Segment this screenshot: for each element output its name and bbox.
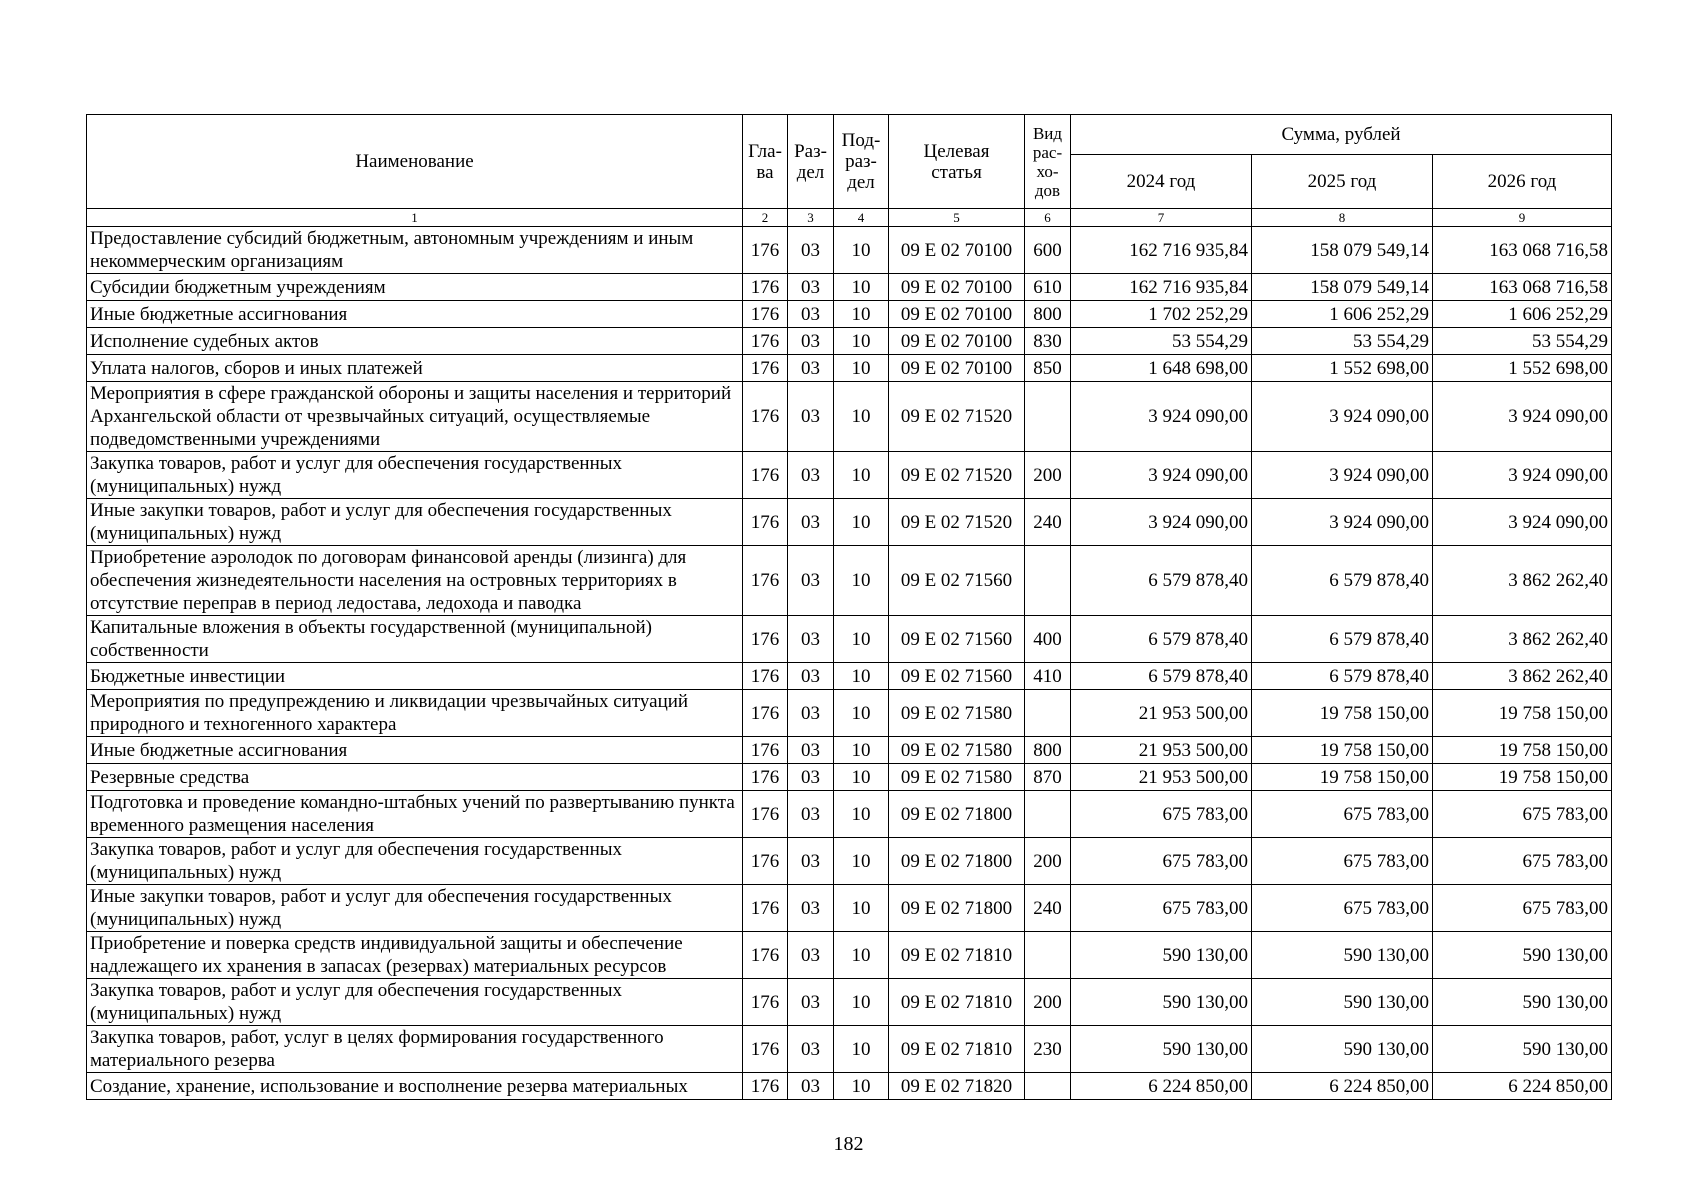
- row-sum-2026: 590 130,00: [1433, 979, 1612, 1026]
- table-row: [87, 932, 1612, 979]
- row-sum-2025: 1 606 252,29: [1252, 301, 1433, 328]
- row-vid-rashodov: [1025, 932, 1071, 979]
- row-name: Иные закупки товаров, работ и услуг для обеспечения государственных (муниципальных) нужд: [87, 885, 743, 932]
- row-cel-statya: 09 Е 02 71810: [889, 979, 1025, 1026]
- row-podrazdel: 10: [834, 663, 889, 690]
- row-sum-2024: 21 953 500,00: [1071, 764, 1252, 791]
- row-vid-rashodov: [1025, 546, 1071, 616]
- column-index: 5: [889, 209, 1025, 227]
- row-sum-2026: 3 924 090,00: [1433, 452, 1612, 499]
- row-sum-2026: 675 783,00: [1433, 791, 1612, 838]
- row-sum-2025: 6 579 878,40: [1252, 546, 1433, 616]
- row-sum-2025: 675 783,00: [1252, 791, 1433, 838]
- row-sum-2024: 6 579 878,40: [1071, 546, 1252, 616]
- column-index: 6: [1025, 209, 1071, 227]
- row-cel-statya: 09 Е 02 71520: [889, 452, 1025, 499]
- row-glava: 176: [743, 1073, 788, 1100]
- row-razdel: 03: [788, 764, 834, 791]
- row-sum-2026: 19 758 150,00: [1433, 690, 1612, 737]
- row-sum-2024: 53 554,29: [1071, 328, 1252, 355]
- column-index: 1: [87, 209, 743, 227]
- row-vid-rashodov: 240: [1025, 499, 1071, 546]
- row-sum-2024: 675 783,00: [1071, 838, 1252, 885]
- row-glava: 176: [743, 328, 788, 355]
- header-cel-statya: Целевая статья: [889, 115, 1025, 209]
- row-sum-2024: 6 579 878,40: [1071, 663, 1252, 690]
- row-sum-2026: 53 554,29: [1433, 328, 1612, 355]
- budget-table: [86, 114, 1612, 1100]
- row-razdel: 03: [788, 737, 834, 764]
- row-sum-2025: 590 130,00: [1252, 1026, 1433, 1073]
- column-index: 8: [1252, 209, 1433, 227]
- row-name: Мероприятия в сфере гражданской обороны и защиты населения и территорий Архангельской области от чрезвычайных ситуаций, осуществляемые подведомственными учреждениями: [87, 382, 743, 452]
- row-sum-2025: 6 224 850,00: [1252, 1073, 1433, 1100]
- row-sum-2025: 6 579 878,40: [1252, 616, 1433, 663]
- page-number: 182: [833, 1133, 864, 1155]
- row-cel-statya: 09 Е 02 70100: [889, 328, 1025, 355]
- row-name: Иные бюджетные ассигнования: [87, 737, 743, 764]
- row-sum-2024: 3 924 090,00: [1071, 382, 1252, 452]
- row-sum-2025: 1 552 698,00: [1252, 355, 1433, 382]
- row-sum-2026: 163 068 716,58: [1433, 227, 1612, 274]
- row-cel-statya: 09 Е 02 71560: [889, 546, 1025, 616]
- row-sum-2026: 675 783,00: [1433, 838, 1612, 885]
- row-sum-2026: 19 758 150,00: [1433, 737, 1612, 764]
- row-glava: 176: [743, 932, 788, 979]
- row-name: Создание, хранение, использование и восполнение резерва материальных: [87, 1073, 743, 1100]
- row-sum-2024: 21 953 500,00: [1071, 690, 1252, 737]
- row-vid-rashodov: 870: [1025, 764, 1071, 791]
- row-podrazdel: 10: [834, 274, 889, 301]
- header-2026: 2026 год: [1433, 155, 1612, 209]
- row-vid-rashodov: [1025, 791, 1071, 838]
- row-sum-2024: 6 579 878,40: [1071, 616, 1252, 663]
- table-row: [87, 355, 1612, 382]
- budget-table-page: [86, 114, 1611, 1100]
- row-sum-2026: 163 068 716,58: [1433, 274, 1612, 301]
- row-sum-2025: 158 079 549,14: [1252, 227, 1433, 274]
- header-2025: 2025 год: [1252, 155, 1433, 209]
- row-cel-statya: 09 Е 02 71560: [889, 616, 1025, 663]
- row-sum-2025: 590 130,00: [1252, 979, 1433, 1026]
- row-sum-2025: 675 783,00: [1252, 838, 1433, 885]
- row-razdel: 03: [788, 791, 834, 838]
- row-razdel: 03: [788, 838, 834, 885]
- row-vid-rashodov: 410: [1025, 663, 1071, 690]
- column-index-row: [87, 209, 1612, 227]
- row-glava: 176: [743, 301, 788, 328]
- row-glava: 176: [743, 452, 788, 499]
- table-row: [87, 382, 1612, 452]
- row-podrazdel: 10: [834, 227, 889, 274]
- table-row: [87, 452, 1612, 499]
- row-cel-statya: 09 Е 02 70100: [889, 274, 1025, 301]
- row-vid-rashodov: 800: [1025, 301, 1071, 328]
- column-index: 2: [743, 209, 788, 227]
- row-glava: 176: [743, 690, 788, 737]
- row-name: Капитальные вложения в объекты государственной (муниципальной) собственности: [87, 616, 743, 663]
- row-vid-rashodov: 610: [1025, 274, 1071, 301]
- table-row: [87, 301, 1612, 328]
- row-name: Уплата налогов, сборов и иных платежей: [87, 355, 743, 382]
- row-razdel: 03: [788, 663, 834, 690]
- row-glava: 176: [743, 838, 788, 885]
- row-sum-2026: 19 758 150,00: [1433, 764, 1612, 791]
- row-razdel: 03: [788, 274, 834, 301]
- row-glava: 176: [743, 616, 788, 663]
- row-sum-2026: 3 862 262,40: [1433, 616, 1612, 663]
- row-sum-2025: 6 579 878,40: [1252, 663, 1433, 690]
- row-razdel: 03: [788, 227, 834, 274]
- row-razdel: 03: [788, 1026, 834, 1073]
- row-razdel: 03: [788, 499, 834, 546]
- row-vid-rashodov: 600: [1025, 227, 1071, 274]
- row-cel-statya: 09 Е 02 71580: [889, 764, 1025, 791]
- header-2024: 2024 год: [1071, 155, 1252, 209]
- column-index: 9: [1433, 209, 1612, 227]
- row-podrazdel: 10: [834, 932, 889, 979]
- row-name: Приобретение аэролодок по договорам финансовой аренды (лизинга) для обеспечения жизнедеятельности населения на островных территориях в отсутствие переправ в период ледостава, ледохода и паводка: [87, 546, 743, 616]
- row-glava: 176: [743, 663, 788, 690]
- row-sum-2024: 162 716 935,84: [1071, 227, 1252, 274]
- table-row: [87, 885, 1612, 932]
- table-row: [87, 791, 1612, 838]
- row-podrazdel: 10: [834, 355, 889, 382]
- row-sum-2026: 675 783,00: [1433, 885, 1612, 932]
- column-index: 4: [834, 209, 889, 227]
- row-cel-statya: 09 Е 02 70100: [889, 301, 1025, 328]
- row-sum-2024: 590 130,00: [1071, 932, 1252, 979]
- row-name: Резервные средства: [87, 764, 743, 791]
- row-podrazdel: 10: [834, 1073, 889, 1100]
- row-cel-statya: 09 Е 02 71520: [889, 499, 1025, 546]
- row-podrazdel: 10: [834, 979, 889, 1026]
- row-razdel: 03: [788, 885, 834, 932]
- row-razdel: 03: [788, 328, 834, 355]
- row-sum-2024: 1 648 698,00: [1071, 355, 1252, 382]
- row-cel-statya: 09 Е 02 71810: [889, 1026, 1025, 1073]
- row-glava: 176: [743, 979, 788, 1026]
- row-cel-statya: 09 Е 02 71580: [889, 737, 1025, 764]
- table-row: [87, 838, 1612, 885]
- row-vid-rashodov: 200: [1025, 452, 1071, 499]
- row-sum-2026: 1 606 252,29: [1433, 301, 1612, 328]
- table-row: [87, 690, 1612, 737]
- row-vid-rashodov: 400: [1025, 616, 1071, 663]
- row-razdel: 03: [788, 1073, 834, 1100]
- row-glava: 176: [743, 1026, 788, 1073]
- table-row: [87, 1026, 1612, 1073]
- row-sum-2026: 3 862 262,40: [1433, 546, 1612, 616]
- table-row: [87, 546, 1612, 616]
- row-name: Приобретение и поверка средств индивидуальной защиты и обеспечение надлежащего их хранения в запасах (резервах) материальных ресурсов: [87, 932, 743, 979]
- row-sum-2024: 162 716 935,84: [1071, 274, 1252, 301]
- row-name: Исполнение судебных актов: [87, 328, 743, 355]
- row-name: Иные закупки товаров, работ и услуг для обеспечения государственных (муниципальных) нужд: [87, 499, 743, 546]
- row-sum-2026: 590 130,00: [1433, 1026, 1612, 1073]
- row-sum-2025: 590 130,00: [1252, 932, 1433, 979]
- row-cel-statya: 09 Е 02 71820: [889, 1073, 1025, 1100]
- row-podrazdel: 10: [834, 452, 889, 499]
- row-razdel: 03: [788, 616, 834, 663]
- row-sum-2025: 158 079 549,14: [1252, 274, 1433, 301]
- row-glava: 176: [743, 355, 788, 382]
- table-row: [87, 764, 1612, 791]
- row-vid-rashodov: 830: [1025, 328, 1071, 355]
- row-podrazdel: 10: [834, 328, 889, 355]
- row-sum-2024: 21 953 500,00: [1071, 737, 1252, 764]
- row-sum-2024: 675 783,00: [1071, 791, 1252, 838]
- table-row: [87, 227, 1612, 274]
- row-podrazdel: 10: [834, 791, 889, 838]
- row-vid-rashodov: 850: [1025, 355, 1071, 382]
- row-name: Закупка товаров, работ и услуг для обеспечения государственных (муниципальных) нужд: [87, 838, 743, 885]
- row-sum-2025: 675 783,00: [1252, 885, 1433, 932]
- row-razdel: 03: [788, 355, 834, 382]
- row-vid-rashodov: [1025, 1073, 1071, 1100]
- row-sum-2025: 19 758 150,00: [1252, 690, 1433, 737]
- row-cel-statya: 09 Е 02 71560: [889, 663, 1025, 690]
- row-podrazdel: 10: [834, 690, 889, 737]
- row-sum-2026: 1 552 698,00: [1433, 355, 1612, 382]
- row-sum-2024: 1 702 252,29: [1071, 301, 1252, 328]
- row-sum-2026: 6 224 850,00: [1433, 1073, 1612, 1100]
- row-name: Мероприятия по предупреждению и ликвидации чрезвычайных ситуаций природного и техногенного характера: [87, 690, 743, 737]
- table-row: [87, 274, 1612, 301]
- row-name: Субсидии бюджетным учреждениям: [87, 274, 743, 301]
- row-sum-2024: 3 924 090,00: [1071, 452, 1252, 499]
- row-podrazdel: 10: [834, 764, 889, 791]
- row-sum-2025: 53 554,29: [1252, 328, 1433, 355]
- header-podrazdel: Под- раз- дел: [834, 115, 889, 209]
- row-podrazdel: 10: [834, 546, 889, 616]
- row-name: Бюджетные инвестиции: [87, 663, 743, 690]
- row-sum-2024: 675 783,00: [1071, 885, 1252, 932]
- row-sum-2026: 3 924 090,00: [1433, 382, 1612, 452]
- row-podrazdel: 10: [834, 382, 889, 452]
- row-sum-2024: 6 224 850,00: [1071, 1073, 1252, 1100]
- header-glava: Гла- ва: [743, 115, 788, 209]
- row-razdel: 03: [788, 452, 834, 499]
- row-vid-rashodov: 240: [1025, 885, 1071, 932]
- table-row: [87, 979, 1612, 1026]
- table-row: [87, 328, 1612, 355]
- header-razdel: Раз- дел: [788, 115, 834, 209]
- row-cel-statya: 09 Е 02 70100: [889, 227, 1025, 274]
- row-name: Подготовка и проведение командно-штабных учений по развертыванию пункта временного размещения населения: [87, 791, 743, 838]
- row-sum-2024: 3 924 090,00: [1071, 499, 1252, 546]
- header-summa: Сумма, рублей: [1071, 115, 1612, 155]
- header-name: Наименование: [87, 115, 743, 209]
- row-vid-rashodov: 200: [1025, 838, 1071, 885]
- row-vid-rashodov: 230: [1025, 1026, 1071, 1073]
- column-index: 7: [1071, 209, 1252, 227]
- header-vid-rashodov: Вид рас- хо- дов: [1025, 115, 1071, 209]
- row-glava: 176: [743, 546, 788, 616]
- table-row: [87, 1073, 1612, 1100]
- row-cel-statya: 09 Е 02 71580: [889, 690, 1025, 737]
- row-podrazdel: 10: [834, 1026, 889, 1073]
- table-row: [87, 499, 1612, 546]
- row-razdel: 03: [788, 301, 834, 328]
- row-name: Иные бюджетные ассигнования: [87, 301, 743, 328]
- row-razdel: 03: [788, 690, 834, 737]
- row-cel-statya: 09 Е 02 71810: [889, 932, 1025, 979]
- row-razdel: 03: [788, 382, 834, 452]
- row-glava: 176: [743, 227, 788, 274]
- row-sum-2026: 3 862 262,40: [1433, 663, 1612, 690]
- row-podrazdel: 10: [834, 737, 889, 764]
- row-sum-2025: 19 758 150,00: [1252, 764, 1433, 791]
- row-sum-2024: 590 130,00: [1071, 979, 1252, 1026]
- row-glava: 176: [743, 791, 788, 838]
- row-cel-statya: 09 Е 02 70100: [889, 355, 1025, 382]
- row-podrazdel: 10: [834, 301, 889, 328]
- row-name: Предоставление субсидий бюджетным, автономным учреждениям и иным некоммерческим организациям: [87, 227, 743, 274]
- row-vid-rashodov: 200: [1025, 979, 1071, 1026]
- row-vid-rashodov: 800: [1025, 737, 1071, 764]
- table-row: [87, 663, 1612, 690]
- table-row: [87, 616, 1612, 663]
- row-glava: 176: [743, 737, 788, 764]
- row-cel-statya: 09 Е 02 71800: [889, 791, 1025, 838]
- row-glava: 176: [743, 885, 788, 932]
- row-podrazdel: 10: [834, 499, 889, 546]
- row-sum-2026: 590 130,00: [1433, 932, 1612, 979]
- row-sum-2025: 3 924 090,00: [1252, 499, 1433, 546]
- row-glava: 176: [743, 764, 788, 791]
- row-cel-statya: 09 Е 02 71800: [889, 838, 1025, 885]
- row-glava: 176: [743, 499, 788, 546]
- row-podrazdel: 10: [834, 616, 889, 663]
- row-cel-statya: 09 Е 02 71800: [889, 885, 1025, 932]
- row-podrazdel: 10: [834, 838, 889, 885]
- row-sum-2025: 3 924 090,00: [1252, 452, 1433, 499]
- row-vid-rashodov: [1025, 382, 1071, 452]
- row-sum-2024: 590 130,00: [1071, 1026, 1252, 1073]
- row-razdel: 03: [788, 932, 834, 979]
- row-name: Закупка товаров, работ и услуг для обеспечения государственных (муниципальных) нужд: [87, 979, 743, 1026]
- row-razdel: 03: [788, 546, 834, 616]
- row-glava: 176: [743, 382, 788, 452]
- row-cel-statya: 09 Е 02 71520: [889, 382, 1025, 452]
- row-sum-2025: 19 758 150,00: [1252, 737, 1433, 764]
- row-podrazdel: 10: [834, 885, 889, 932]
- row-sum-2025: 3 924 090,00: [1252, 382, 1433, 452]
- row-name: Закупка товаров, работ, услуг в целях формирования государственного материального резерва: [87, 1026, 743, 1073]
- row-sum-2026: 3 924 090,00: [1433, 499, 1612, 546]
- row-name: Закупка товаров, работ и услуг для обеспечения государственных (муниципальных) нужд: [87, 452, 743, 499]
- row-glava: 176: [743, 274, 788, 301]
- column-index: 3: [788, 209, 834, 227]
- table-row: [87, 737, 1612, 764]
- row-vid-rashodov: [1025, 690, 1071, 737]
- row-razdel: 03: [788, 979, 834, 1026]
